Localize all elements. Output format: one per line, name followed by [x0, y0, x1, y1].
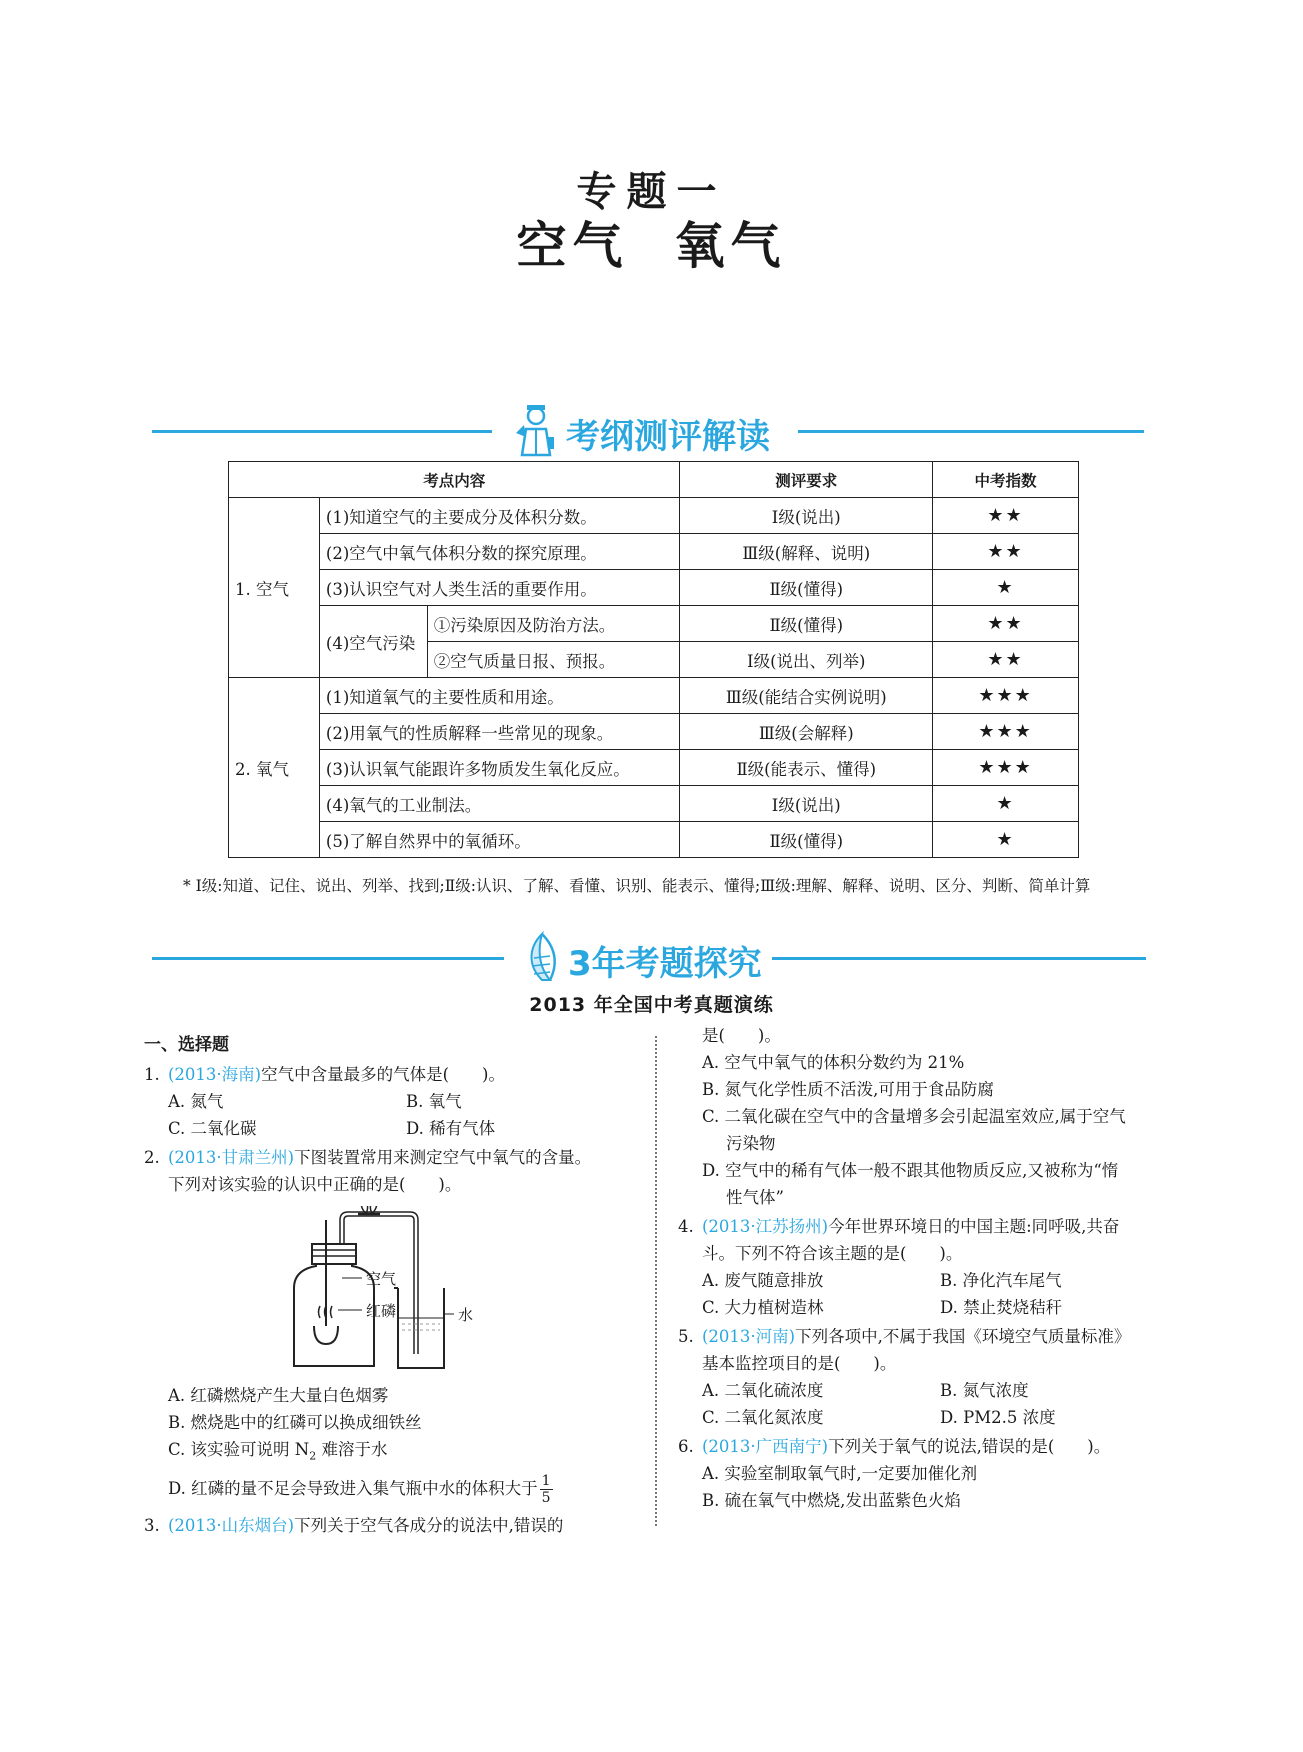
question-text: 下列各项中,不属于我国《环境空气质量标准》: [795, 1327, 1131, 1346]
row-content: (1)知道氧气的主要性质和用途。: [319, 678, 680, 714]
row-requirement: Ⅱ级(能表示、懂得): [680, 750, 933, 786]
options-row: [678, 1267, 1178, 1294]
left-column: [144, 1032, 644, 1539]
row-requirement: Ⅰ级(说出、列举): [680, 642, 933, 678]
section-heading: 一、选择题: [144, 1035, 229, 1055]
row-stars: ★★: [933, 534, 1079, 570]
right-column: [678, 1022, 1178, 1514]
option-d: D. PM2.5 浓度: [940, 1408, 1056, 1427]
row-content: (5)了解自然界中的氧循环。: [319, 822, 680, 858]
option-a: A. 废气随意排放: [702, 1271, 824, 1290]
apparatus-figure: [144, 1206, 564, 1376]
row-requirement: Ⅲ级(会解释): [680, 714, 933, 750]
question-source: (2013·山东烟台): [168, 1516, 295, 1536]
row-requirement: Ⅰ级(说出): [680, 498, 933, 534]
banner-exam: [0, 928, 1303, 988]
option-d: D. 空气中的稀有气体一般不跟其他物质反应,又被称为“惰: [702, 1161, 1119, 1180]
apparatus-diagram: [144, 1206, 564, 1376]
table-row: [229, 498, 1079, 534]
table-row: [229, 606, 1079, 642]
option-c-cont: 污染物: [726, 1134, 776, 1153]
option-c: C. 二氧化碳: [168, 1119, 257, 1138]
option-a: A. 实验室制取氧气时,一定要加催化剂: [702, 1464, 978, 1483]
option-b: B. 氮气浓度: [940, 1381, 1029, 1400]
table-row: [229, 786, 1079, 822]
row-requirement: Ⅲ级(能结合实例说明): [680, 678, 933, 714]
question-text: 下图装置常用来测定空气中氧气的含量。: [294, 1148, 592, 1167]
option-c: C. 大力植树造林: [702, 1298, 824, 1317]
banner-line-left: [152, 430, 492, 433]
question-source: (2013·河南): [702, 1327, 796, 1346]
fraction-numerator: 1: [541, 1473, 551, 1490]
option-d: [144, 1473, 644, 1506]
section-subtitle: 2013 年全国中考真题演练: [529, 994, 774, 1016]
option-a: A. 空气中氧气的体积分数约为 21%: [702, 1053, 965, 1072]
option-a: A. 氮气: [168, 1092, 224, 1111]
options-row: [678, 1404, 1178, 1431]
option-c: C. 二氧化碳在空气中的含量增多会引起温室效应,属于空气: [702, 1107, 1126, 1126]
option-c: C. 二氧化氮浓度: [702, 1408, 824, 1427]
option-b: B. 净化汽车尾气: [940, 1271, 1062, 1290]
row-stars: ★★★: [933, 750, 1079, 786]
question-2: [144, 1144, 644, 1198]
row-content: (2)用氧气的性质解释一些常见的现象。: [319, 714, 680, 750]
row-requirement: Ⅲ级(解释、说明): [680, 534, 933, 570]
row-stars: ★★★: [933, 678, 1079, 714]
option-b: B. 燃烧匙中的红磷可以换成细铁丝: [168, 1413, 422, 1432]
question-3-cont: 是( )。: [702, 1026, 781, 1045]
options-row: [144, 1088, 644, 1115]
question-text: 下列关于氧气的说法,错误的是( )。: [828, 1437, 1111, 1456]
question-4: [678, 1213, 1178, 1267]
options-row: [678, 1377, 1178, 1404]
col-header-requirement: 测评要求: [680, 462, 933, 498]
question-text-cont: 基本监控项目的是( )。: [702, 1354, 897, 1373]
option-d-text: D. 红磷的量不足会导致进入集气瓶中水的体积大于: [168, 1479, 538, 1499]
options-row: [678, 1294, 1178, 1321]
row-requirement: Ⅱ级(懂得): [680, 606, 933, 642]
label-red-phosphorus: 红磷: [366, 1302, 397, 1320]
row-requirement: Ⅰ级(说出): [680, 786, 933, 822]
row-content: ②空气质量日报、预报。: [427, 642, 680, 678]
question-number: 5.: [678, 1327, 694, 1346]
title-part-oxygen: 氧气: [674, 217, 787, 275]
table-row: [229, 750, 1079, 786]
banner-syllabus: [0, 401, 1303, 461]
topic-number: 专题一: [576, 169, 727, 215]
level-note: * Ⅰ级:知道、记住、说出、列举、找到;Ⅱ级:认识、了解、看懂、识别、能表示、懂得;Ⅲ级:理解、解释、说明、区分、判断、简单计算: [183, 877, 1091, 895]
table-header-row: [229, 462, 1079, 498]
row-stars: ★★: [933, 606, 1079, 642]
option-c: [144, 1436, 644, 1469]
row-stars: ★★: [933, 498, 1079, 534]
row-stars: ★★★: [933, 714, 1079, 750]
option-d: D. 禁止焚烧秸秆: [940, 1298, 1063, 1317]
label-water: 水: [458, 1306, 474, 1324]
table-row: [229, 570, 1079, 606]
question-number: 3.: [144, 1516, 160, 1536]
fraction-denominator: 5: [541, 1490, 551, 1507]
banner-line-right: [798, 430, 1144, 433]
question-source: (2013·海南): [168, 1065, 262, 1084]
col-header-content: 考点内容: [229, 462, 680, 498]
syllabus-table: [228, 461, 1079, 858]
question-number: 4.: [678, 1217, 694, 1236]
title-part-air: 空气: [516, 217, 629, 275]
table-row: [229, 822, 1079, 858]
question-text: 空气中含量最多的气体是( )。: [261, 1065, 505, 1084]
scientist-icon: [512, 403, 558, 459]
row-content: (2)空气中氧气体积分数的探究原理。: [319, 534, 680, 570]
question-source: (2013·江苏扬州): [702, 1217, 829, 1236]
option-a: A. 二氧化硫浓度: [702, 1381, 824, 1400]
option-b: B. 硫在氧气中燃烧,发出蓝紫色火焰: [702, 1491, 961, 1510]
option-d: D. 稀有气体: [406, 1119, 496, 1138]
option-c-text: C. 该实验可说明 N: [168, 1440, 310, 1459]
column-divider: [655, 1036, 657, 1526]
row-content: (4)氧气的工业制法。: [319, 786, 680, 822]
question-text-cont: 下列对该实验的认识中正确的是( )。: [168, 1175, 462, 1194]
fraction: [540, 1473, 553, 1506]
sail-icon: [520, 930, 566, 986]
option-b: B. 氮气化学性质不活泼,可用于食品防腐: [702, 1080, 994, 1099]
options-row: [144, 1115, 644, 1142]
option-b: B. 氧气: [406, 1092, 462, 1111]
option-d-cont: 性气体”: [726, 1188, 784, 1207]
question-source: (2013·甘肃兰州): [168, 1148, 295, 1167]
question-text-cont: 斗。下列不符合该主题的是( )。: [702, 1244, 963, 1263]
option-a: A. 红磷燃烧产生大量白色烟雾: [168, 1386, 389, 1405]
question-number: 1.: [144, 1065, 160, 1084]
row-stars: ★: [933, 570, 1079, 606]
banner-line-right: [772, 957, 1146, 960]
question-5: [678, 1323, 1178, 1377]
question-6: [678, 1433, 1178, 1460]
col-header-index: 中考指数: [933, 462, 1079, 498]
table-row: [229, 678, 1079, 714]
table-row: [229, 714, 1079, 750]
group-label: 1. 空气: [229, 498, 320, 678]
label-air: 空气: [366, 1270, 397, 1288]
question-source: (2013·广西南宁): [702, 1437, 829, 1456]
row-content: (3)认识氧气能跟许多物质发生氧化反应。: [319, 750, 680, 786]
subgroup-label: (4)空气污染: [319, 606, 427, 678]
question-text: 今年世界环境日的中国主题:同呼吸,共奋: [828, 1217, 1120, 1236]
row-content: (3)认识空气对人类生活的重要作用。: [319, 570, 680, 606]
question-number: 6.: [678, 1437, 694, 1456]
page-title: [0, 206, 1303, 278]
question-3: [144, 1512, 644, 1539]
question-text: 下列关于空气各成分的说法中,错误的: [294, 1516, 564, 1536]
group-label: 2. 氧气: [229, 678, 320, 858]
banner-syllabus-text: 考纲测评解读: [566, 417, 770, 457]
question-1: [144, 1061, 644, 1088]
row-content: (1)知道空气的主要成分及体积分数。: [319, 498, 680, 534]
banner-exam-text: 3年考题探究: [568, 944, 762, 984]
row-stars: ★★: [933, 642, 1079, 678]
row-requirement: Ⅱ级(懂得): [680, 822, 933, 858]
row-content: ①污染原因及防治方法。: [427, 606, 680, 642]
banner-line-left: [152, 957, 504, 960]
option-c-subscript: 2: [309, 1449, 317, 1463]
row-requirement: Ⅱ级(懂得): [680, 570, 933, 606]
table-row: [229, 534, 1079, 570]
row-stars: ★: [933, 786, 1079, 822]
row-stars: ★: [933, 822, 1079, 858]
option-c-text-end: 难溶于水: [316, 1440, 388, 1459]
question-number: 2.: [144, 1148, 160, 1167]
